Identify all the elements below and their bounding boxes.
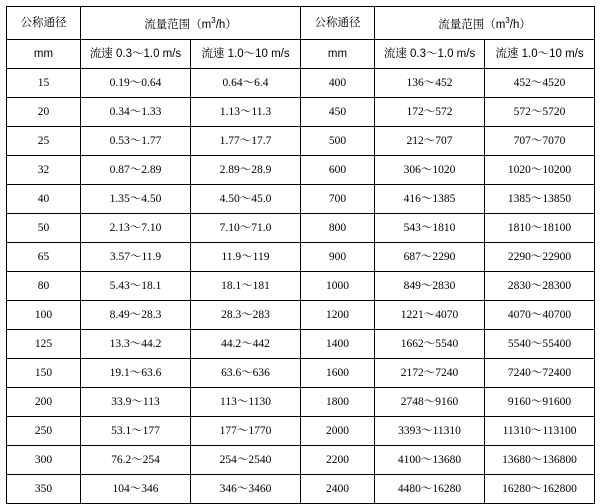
header-flow-range-right — [375, 7, 595, 40]
header-unit-mm-right: mm — [301, 39, 375, 68]
cell-low-left: 5.43～18.1 — [81, 271, 191, 300]
cell-high-right: 452～4520 — [485, 68, 595, 97]
cell-dn-right: 400 — [301, 68, 375, 97]
cell-dn-right: 600 — [301, 155, 375, 184]
cell-dn-right: 2200 — [301, 445, 375, 474]
header-unit-left-post: /h） — [215, 18, 237, 31]
cell-high-right: 16280～162800 — [485, 474, 595, 503]
table-row — [7, 68, 595, 97]
cell-low-left: 76.2～254 — [81, 445, 191, 474]
cell-dn-left: 65 — [7, 242, 81, 271]
cell-low-right: 212～707 — [375, 126, 485, 155]
cell-high-right: 7240～72400 — [485, 358, 595, 387]
cell-dn-right: 1200 — [301, 300, 375, 329]
cell-high-left: 1.13～11.3 — [191, 97, 301, 126]
cell-low-right: 2748～9160 — [375, 387, 485, 416]
cell-high-left: 346～3460 — [191, 474, 301, 503]
flow-range-table — [6, 6, 595, 504]
cell-high-left: 2.89～28.9 — [191, 155, 301, 184]
cell-dn-right: 900 — [301, 242, 375, 271]
table-row — [7, 300, 595, 329]
header-velocity-high-left: 流速 1.0～10 m/s — [191, 39, 301, 68]
cell-dn-right: 450 — [301, 97, 375, 126]
cell-low-left: 33.9～113 — [81, 387, 191, 416]
cell-low-left: 8.49～28.3 — [81, 300, 191, 329]
cell-low-right: 306～1020 — [375, 155, 485, 184]
cell-low-left: 13.3～44.2 — [81, 329, 191, 358]
cell-high-right: 1020～10200 — [485, 155, 595, 184]
cell-dn-left: 80 — [7, 271, 81, 300]
table-row — [7, 445, 595, 474]
table-row — [7, 271, 595, 300]
cell-low-right: 4480～16280 — [375, 474, 485, 503]
cell-high-left: 254～2540 — [191, 445, 301, 474]
cell-high-left: 113～1130 — [191, 387, 301, 416]
cell-dn-left: 200 — [7, 387, 81, 416]
cell-high-right: 5540～55400 — [485, 329, 595, 358]
cell-low-right: 2172～7240 — [375, 358, 485, 387]
cell-high-right: 2290～22900 — [485, 242, 595, 271]
cell-low-right: 3393～11310 — [375, 416, 485, 445]
header-unit-left-sup: 3 — [211, 16, 216, 25]
cell-dn-left: 100 — [7, 300, 81, 329]
cell-low-left: 0.34～1.33 — [81, 97, 191, 126]
table-row — [7, 155, 595, 184]
table-body — [7, 68, 595, 503]
header-flow-range-left-text: 流量范围 — [144, 18, 191, 31]
cell-dn-right: 1800 — [301, 387, 375, 416]
cell-dn-left: 125 — [7, 329, 81, 358]
header-unit-mm-left: mm — [7, 39, 81, 68]
cell-low-right: 416～1385 — [375, 184, 485, 213]
table-row — [7, 474, 595, 503]
cell-low-left: 0.87～2.89 — [81, 155, 191, 184]
cell-high-left: 63.6～636 — [191, 358, 301, 387]
table-row — [7, 184, 595, 213]
cell-high-right: 13680～136800 — [485, 445, 595, 474]
table-row — [7, 387, 595, 416]
cell-dn-left: 15 — [7, 68, 81, 97]
cell-dn-right: 800 — [301, 213, 375, 242]
header-unit-left-pre: （m — [190, 18, 212, 31]
cell-dn-right: 500 — [301, 126, 375, 155]
cell-high-left: 1.77～17.7 — [191, 126, 301, 155]
cell-high-left: 28.3～283 — [191, 300, 301, 329]
cell-low-right: 172～572 — [375, 97, 485, 126]
cell-dn-right: 700 — [301, 184, 375, 213]
cell-dn-left: 25 — [7, 126, 81, 155]
header-velocity-high-right: 流速 1.0～10 m/s — [485, 39, 595, 68]
header-velocity-low-right: 流速 0.3～1.0 m/s — [375, 39, 485, 68]
cell-high-left: 4.50～45.0 — [191, 184, 301, 213]
cell-low-right: 136～452 — [375, 68, 485, 97]
cell-high-right: 2830～28300 — [485, 271, 595, 300]
header-unit-right-sup: 3 — [505, 16, 510, 25]
cell-dn-right: 2000 — [301, 416, 375, 445]
header-row-sub — [7, 39, 595, 68]
cell-dn-left: 150 — [7, 358, 81, 387]
cell-dn-left: 50 — [7, 213, 81, 242]
cell-high-left: 44.2～442 — [191, 329, 301, 358]
cell-dn-right: 1600 — [301, 358, 375, 387]
cell-low-right: 1221～4070 — [375, 300, 485, 329]
cell-low-right: 4100～13680 — [375, 445, 485, 474]
header-row-main — [7, 7, 595, 40]
cell-high-right: 4070～40700 — [485, 300, 595, 329]
table-row — [7, 358, 595, 387]
cell-high-right: 11310～113100 — [485, 416, 595, 445]
cell-low-left: 1.35～4.50 — [81, 184, 191, 213]
table-row — [7, 242, 595, 271]
header-velocity-low-left: 流速 0.3～1.0 m/s — [81, 39, 191, 68]
table-row — [7, 329, 595, 358]
cell-low-right: 849～2830 — [375, 271, 485, 300]
cell-low-left: 104～346 — [81, 474, 191, 503]
cell-low-left: 53.1～177 — [81, 416, 191, 445]
cell-low-right: 1662～5540 — [375, 329, 485, 358]
cell-high-right: 1385～13850 — [485, 184, 595, 213]
cell-low-right: 687～2290 — [375, 242, 485, 271]
cell-low-left: 0.19～0.64 — [81, 68, 191, 97]
header-flow-range-right-text: 流量范围 — [438, 18, 485, 31]
cell-high-left: 177～1770 — [191, 416, 301, 445]
cell-high-left: 7.10～71.0 — [191, 213, 301, 242]
table-row — [7, 416, 595, 445]
cell-low-left: 19.1～63.6 — [81, 358, 191, 387]
header-unit-right-post: /h） — [509, 18, 531, 31]
cell-low-left: 0.53～1.77 — [81, 126, 191, 155]
header-flow-range-left — [81, 7, 301, 40]
cell-high-left: 18.1～181 — [191, 271, 301, 300]
cell-dn-left: 20 — [7, 97, 81, 126]
cell-low-left: 3.57～11.9 — [81, 242, 191, 271]
cell-dn-left: 300 — [7, 445, 81, 474]
cell-dn-left: 32 — [7, 155, 81, 184]
cell-high-right: 707～7070 — [485, 126, 595, 155]
cell-high-right: 9160～91600 — [485, 387, 595, 416]
cell-high-right: 572～5720 — [485, 97, 595, 126]
cell-low-left: 2.13～7.10 — [81, 213, 191, 242]
cell-dn-right: 1000 — [301, 271, 375, 300]
table-row — [7, 213, 595, 242]
header-dn-left: 公称通径 — [7, 7, 81, 40]
cell-low-right: 543～1810 — [375, 213, 485, 242]
cell-dn-left: 350 — [7, 474, 81, 503]
header-dn-right: 公称通径 — [301, 7, 375, 40]
cell-dn-right: 1400 — [301, 329, 375, 358]
header-unit-right-pre: （m — [484, 18, 506, 31]
cell-high-right: 1810～18100 — [485, 213, 595, 242]
cell-dn-right: 2400 — [301, 474, 375, 503]
cell-high-left: 11.9～119 — [191, 242, 301, 271]
cell-dn-left: 40 — [7, 184, 81, 213]
table-row — [7, 97, 595, 126]
cell-high-left: 0.64～6.4 — [191, 68, 301, 97]
table-row — [7, 126, 595, 155]
cell-dn-left: 250 — [7, 416, 81, 445]
table-header — [7, 7, 595, 69]
